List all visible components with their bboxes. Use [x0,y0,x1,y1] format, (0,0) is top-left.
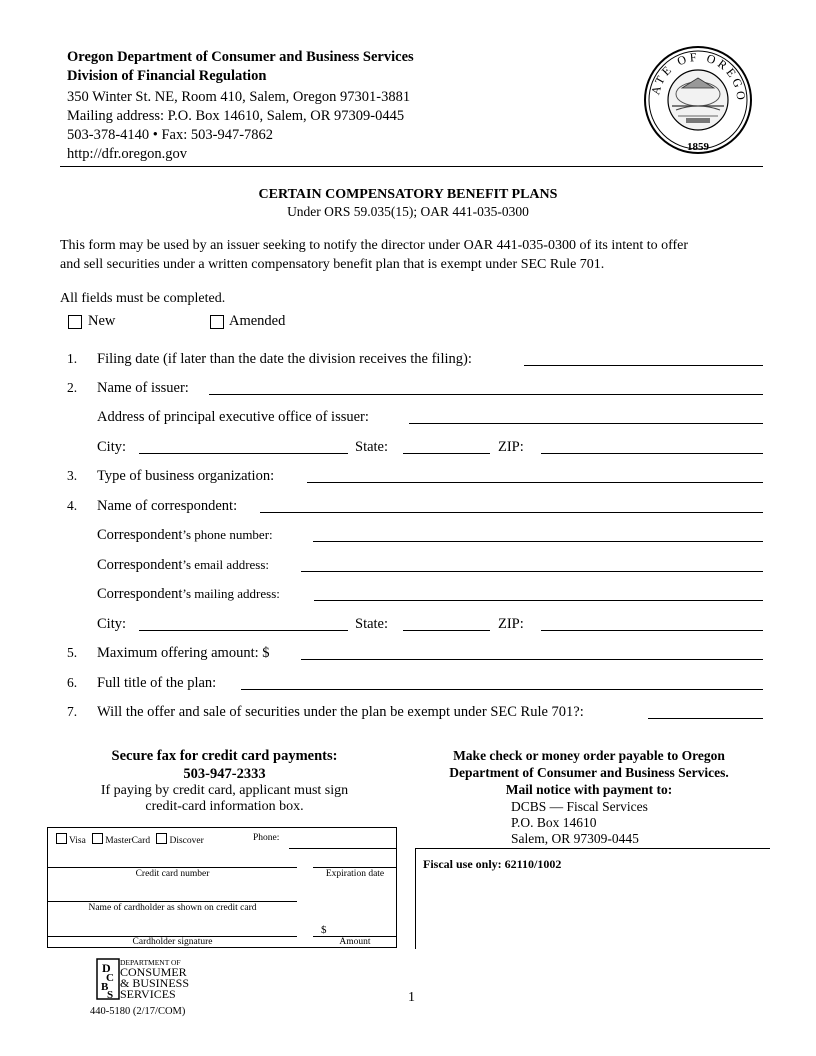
item-rule-701 [60,704,763,724]
phone-fax: 503-378-4140 • Fax: 503-947-7862 [67,127,274,143]
form-number: 440-5180 (2/17/COM) [90,1006,186,1017]
seal-text: ATE OF OREGO [648,49,749,104]
street-address: 350 Winter St. NE, Room 410, Salem, Oregon 97301-3881 [67,89,411,105]
credit-card-box [47,827,397,948]
card-type-options [56,833,204,846]
mastercard-label: MasterCard [105,836,151,846]
visa-checkbox[interactable] [56,833,67,844]
issuer-state-field[interactable] [403,439,490,454]
issuer-name-field[interactable] [209,380,763,395]
zip-label: ZIP: [498,616,524,632]
check-payable-1: Make check or money order payable to Oregon [453,748,725,763]
logo-text-3: & BUSINESS [120,976,190,990]
logo-text-2: CONSUMER [120,965,187,979]
issuer-address-field[interactable] [409,409,763,424]
discover-checkbox[interactable] [156,833,167,844]
max-offering-field[interactable] [301,645,763,660]
phone-label: Phone: [253,833,280,843]
intro-line-2: and sell securities under a written compensatory benefit plan that is exempt under SEC Rule 701. [60,257,605,272]
correspondent-city-field[interactable] [139,616,348,631]
mail-title: Mail notice with payment to: [505,782,673,797]
fax-number: 503-947-2333 [183,766,266,782]
fax-title: Secure fax for credit card payments: [111,748,338,764]
dcbs-logo [96,958,196,1002]
item-correspondent-mailing [60,586,763,606]
visa-label: Visa [69,836,86,846]
mail-line-1: DCBS — Fiscal Services [511,799,648,814]
correspondent-email-label: Correspondent’s email address: [97,557,270,573]
new-checkbox[interactable] [68,315,82,329]
correspondent-name-label: Name of correspondent: [97,498,238,514]
expiration-field[interactable] [313,867,397,868]
mail-line-3: Salem, OR 97309-0445 [511,831,639,846]
correspondent-phone-field[interactable] [313,527,763,542]
logo-text-1: DEPARTMENT OF [120,958,181,967]
cardholder-name-field[interactable] [48,901,297,902]
item-issuer-address [60,409,763,429]
item-plan-title [60,675,763,695]
item-issuer-name [60,380,763,400]
all-fields-note: All fields must be completed. [60,291,226,306]
expiration-label: Expiration date [325,869,385,879]
svg-text:C: C [106,972,114,984]
correspondent-phone-label: Correspondent’s phone number: [97,527,273,543]
correspondent-state-field[interactable] [403,616,490,631]
correspondent-mailing-label: Correspondent’s mailing address: [97,586,280,602]
zip-label: ZIP: [498,439,524,455]
fiscal-use-label: Fiscal use only: 62110/1002 [423,857,562,871]
state-seal [642,44,754,156]
discover-label: Discover [169,836,204,846]
form-title: CERTAIN COMPENSATORY BENEFIT PLANS [258,187,558,202]
issuer-city-state-zip [60,439,763,459]
issuer-zip-field[interactable] [541,439,763,454]
item-max-offering [60,645,763,665]
fax-note-2: credit-card information box. [145,799,304,814]
item-number: 2. [67,380,78,395]
new-label: New [88,313,116,329]
max-offering-label: Maximum offering amount: $ [97,645,270,661]
correspondent-mailing-field[interactable] [314,586,763,601]
seal-year: 1859 [687,141,709,153]
header-divider [60,166,763,167]
item-number: 4. [67,498,78,513]
item-number: 1. [67,351,78,366]
correspondent-city-state-zip [60,616,763,636]
rule-701-label: Will the offer and sale of securities under the plan be exempt under SEC Rule 701?: [97,704,584,720]
rule-701-field[interactable] [648,704,763,719]
item-filing-date [60,351,763,371]
state-label: State: [355,616,389,632]
intro-line-1: This form may be used by an issuer seeking to notify the director under OAR 441-035-0300 of its intent to offer [60,238,689,253]
filing-date-field[interactable] [524,351,763,366]
mail-line-2: P.O. Box 14610 [511,815,597,830]
form-subtitle: Under ORS 59.035(15); OAR 441-035-0300 [287,204,529,219]
item-correspondent-email [60,557,763,577]
amended-label: Amended [229,313,286,329]
mastercard-checkbox[interactable] [92,833,103,844]
division-name: Division of Financial Regulation [67,68,267,84]
city-label: City: [97,616,127,632]
logo-text-4: SERVICES [120,987,176,1001]
amended-checkbox[interactable] [210,315,224,329]
issuer-city-field[interactable] [139,439,348,454]
item-number: 6. [67,675,78,690]
svg-text:S: S [107,989,114,1000]
dollar-sign: $ [321,924,327,936]
item-number: 3. [67,468,78,483]
page-number: 1 [408,990,415,1005]
agency-name: Oregon Department of Consumer and Business Services [67,49,414,65]
card-number-field[interactable] [48,867,297,868]
item-business-type [60,468,763,488]
item-correspondent-name [60,498,763,518]
dcbs-logo-mark-icon [96,958,120,1000]
signature-label: Cardholder signature [132,937,213,947]
fax-note-1: If paying by credit card, applicant must sign [100,783,349,798]
item-number: 5. [67,645,78,660]
issuer-address-label: Address of principal executive office of issuer: [97,409,369,425]
business-type-field[interactable] [307,468,763,483]
state-label: State: [355,439,389,455]
item-correspondent-phone [60,527,763,547]
amount-label: Amount [339,937,371,947]
card-number-label: Credit card number [135,869,210,879]
correspondent-name-field[interactable] [260,498,763,513]
mailing-address: Mailing address: P.O. Box 14610, Salem, OR 97309-0445 [67,108,405,124]
phone-field[interactable] [289,848,397,849]
check-payable-2: Department of Consumer and Business Services. [449,765,729,780]
website-link[interactable]: http://dfr.oregon.gov [67,146,188,162]
plan-title-label: Full title of the plan: [97,675,217,691]
correspondent-email-field[interactable] [301,557,763,572]
business-type-label: Type of business organization: [97,468,275,484]
svg-text:B: B [101,981,109,993]
svg-text:D: D [102,961,111,975]
cardholder-name-label: Name of cardholder as shown on credit card [88,903,257,913]
item-number: 7. [67,704,78,719]
filing-date-label: Filing date (if later than the date the division receives the filing): [97,351,472,367]
issuer-name-label: Name of issuer: [97,380,189,396]
city-label: City: [97,439,127,455]
correspondent-zip-field[interactable] [541,616,763,631]
plan-title-field[interactable] [241,675,763,690]
